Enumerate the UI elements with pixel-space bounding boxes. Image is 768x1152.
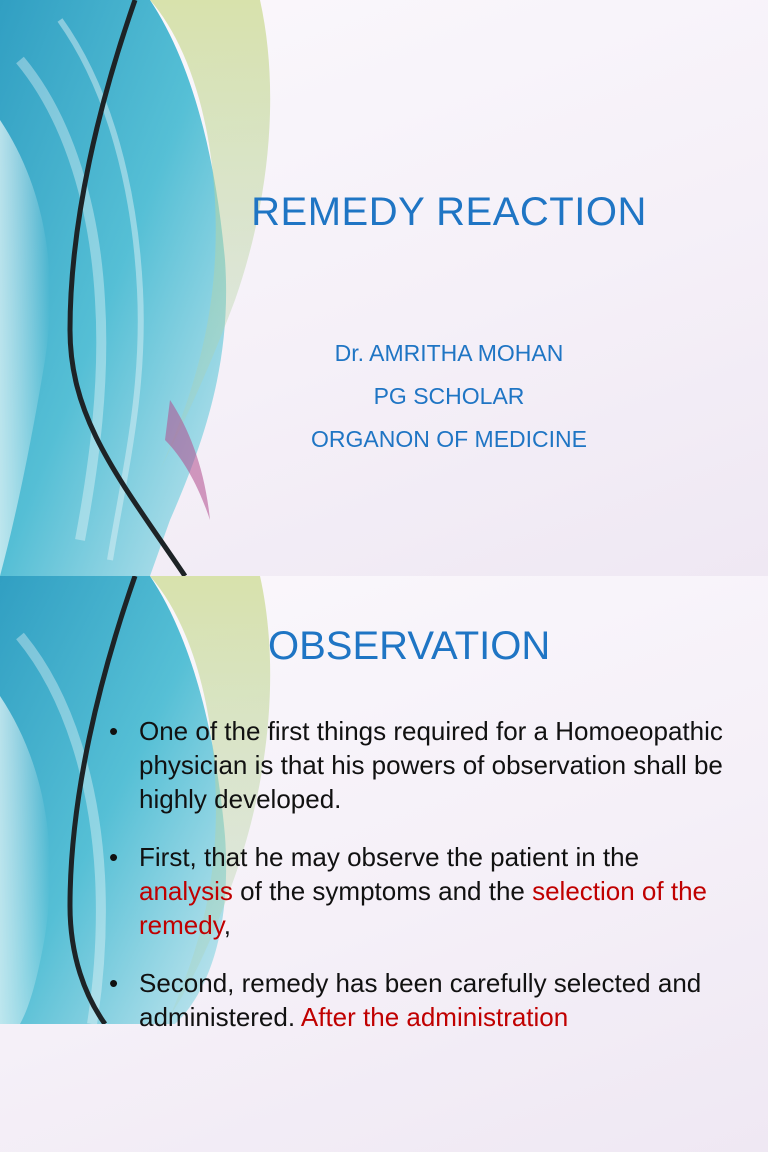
highlight-text: selection of the remedy xyxy=(139,876,707,940)
bullet-icon: • xyxy=(109,716,119,746)
observation-slide xyxy=(0,576,768,1152)
list-item: • Second, remedy has been carefully selected and administered. After the administration xyxy=(109,968,702,1032)
feather-icon xyxy=(0,0,290,576)
bullet-list xyxy=(107,714,727,1058)
subtitle-block xyxy=(160,332,738,461)
slide-title: REMEDY REACTION xyxy=(251,190,647,234)
bullet-icon: • xyxy=(109,968,119,998)
author-role: PG SCHOLAR xyxy=(373,383,525,409)
author-name: Dr. AMRITHA MOHAN xyxy=(334,340,564,366)
highlight-text: After the administration xyxy=(300,1002,569,1032)
list-item: • One of the first things required for a Homoeopathic physician is that his powers of observation shall be highly developed. xyxy=(109,716,723,814)
list-item: • First, that he may observe the patient in the analysis of the symptoms and the selection of the remedy, xyxy=(109,842,707,940)
bullet-icon: • xyxy=(109,842,119,872)
slide-title: OBSERVATION xyxy=(268,624,551,668)
highlight-text: analysis xyxy=(139,876,233,906)
department: ORGANON OF MEDICINE xyxy=(310,426,587,452)
